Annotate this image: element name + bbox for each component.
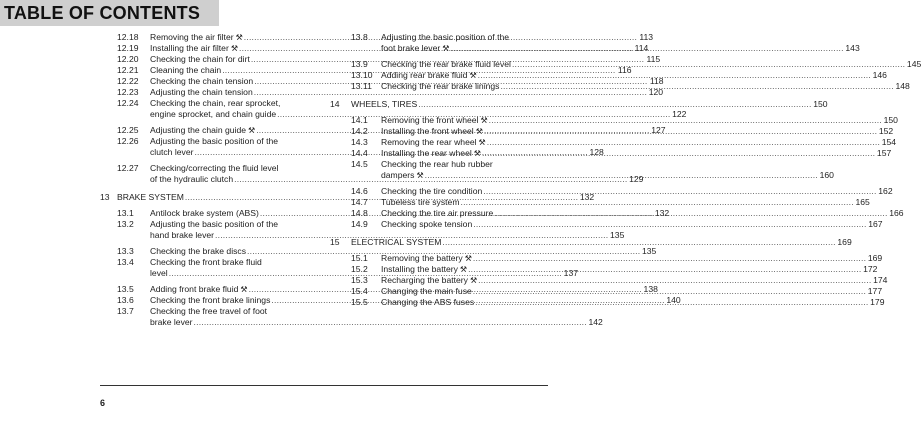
toc-entry-number: 14.3: [351, 137, 368, 147]
page-number: 6: [100, 398, 106, 408]
toc-entry-number: 15.1: [351, 253, 368, 263]
toc-entry-title: Changing the ABS fuses: [381, 297, 475, 307]
toc-entry-title: Installing the battery: [381, 264, 458, 274]
header-bar: [0, 0, 219, 26]
leader-dots: [418, 99, 811, 110]
toc-page-number: 169: [867, 253, 883, 263]
toc-entry-title: brake lever: [150, 317, 193, 327]
toc-entry-number: 14.4: [351, 148, 368, 158]
wrench-icon: ⚒: [230, 44, 238, 53]
toc-entry-title: Removing the battery: [381, 253, 463, 263]
leader-dots: [482, 148, 875, 159]
toc-entry-title: Checking the tire condition: [381, 186, 483, 196]
toc-entry-number: 13.2: [117, 219, 134, 229]
toc-page-number: 154: [881, 137, 897, 147]
toc-entry-title: Checking the rear brake linings: [381, 81, 500, 91]
toc-entry-title: Installing the rear wheel: [381, 148, 472, 158]
toc-entry-text: [381, 286, 882, 297]
toc-page-number: 135: [642, 246, 657, 256]
toc-page-number: 179: [870, 297, 885, 307]
toc-page-number: 129: [629, 174, 644, 184]
toc-entry-number: 12.18: [117, 32, 139, 42]
toc-entry[interactable]: [330, 137, 897, 148]
toc-entry-title: Cleaning the chain: [150, 65, 222, 75]
leader-dots: [475, 297, 868, 308]
toc-entry-title: Checking the chain tension: [150, 76, 254, 86]
toc-entry-number: 12.20: [117, 54, 139, 64]
toc-entry-number: 12.27: [117, 163, 139, 173]
toc-entry-title: Adding rear brake fluid: [381, 70, 468, 80]
toc-page-number: 166: [889, 208, 904, 218]
toc-entry-number: 13.5: [117, 284, 134, 294]
toc-entry-number: 12.25: [117, 125, 139, 135]
toc-entry-title: dampers: [381, 170, 415, 180]
toc-entry-text: [381, 137, 896, 148]
toc-entry-number: 12.21: [117, 65, 139, 75]
toc-entry-title: engine sprocket, and chain guide: [150, 109, 277, 119]
toc-entry-title: Checking the free travel of foot: [150, 306, 268, 316]
toc-page-number: 138: [643, 284, 658, 294]
toc-page-number: 165: [855, 197, 870, 207]
toc-page-number: 146: [872, 70, 887, 80]
toc-page-number: 127: [651, 125, 666, 135]
toc-entry-text: [381, 197, 870, 208]
toc-page-number: 113: [639, 32, 654, 42]
leader-dots: [442, 237, 835, 248]
toc-entry-text: [381, 32, 860, 54]
toc-entry[interactable]: [100, 306, 603, 328]
toc-page-number: 162: [878, 186, 893, 196]
toc-page-number: 128: [589, 147, 604, 157]
toc-page-number: 114: [634, 43, 649, 53]
wrench-icon: ⚒: [478, 138, 486, 147]
toc-page-number: 137: [563, 268, 579, 278]
toc-entry-number: 12.26: [117, 136, 139, 146]
toc-entry-text: [351, 99, 828, 110]
toc-page-number: 140: [666, 295, 681, 305]
leader-dots: [478, 70, 871, 81]
toc-entry[interactable]: [330, 219, 883, 230]
toc-entry-title: Checking the front brake linings: [150, 295, 271, 305]
toc-page-number: 132: [579, 192, 595, 202]
toc-entry-text: [381, 126, 893, 137]
toc-entry-title: Checking the rear hub rubber: [381, 159, 493, 169]
toc-page-number: 116: [617, 65, 632, 75]
leader-dots: [468, 264, 861, 275]
toc-entry-title: of the hydraulic clutch: [150, 174, 234, 184]
toc-entry-number: 14.9: [351, 219, 368, 229]
wrench-icon: ⚒: [475, 127, 483, 136]
wrench-icon: ⚒: [464, 254, 472, 263]
toc-page-number: 143: [845, 43, 860, 53]
wrench-icon: ⚒: [248, 126, 256, 135]
toc-entry-title: BRAKE SYSTEM: [117, 192, 184, 202]
toc-entry-title: Removing the front wheel: [381, 115, 479, 125]
toc-entry-number: 13.10: [351, 70, 373, 80]
toc-page-number: 167: [868, 219, 883, 229]
toc-entry[interactable]: [330, 275, 888, 286]
toc-entry-title: Checking the chain for dirt: [150, 54, 250, 64]
toc-entry-number: 14.1: [351, 115, 368, 125]
toc-entry-title: clutch lever: [150, 147, 194, 157]
toc-entry-title: Adjusting the basic position of the: [150, 136, 279, 146]
toc-entry-title: Checking spoke tension: [381, 219, 473, 229]
leader-dots: [450, 43, 843, 54]
toc-section[interactable]: [330, 237, 852, 248]
wrench-icon: ⚒: [442, 44, 450, 53]
leader-dots: [487, 137, 880, 148]
toc-entry-title: ELECTRICAL SYSTEM: [351, 237, 442, 247]
toc-entry-text: [381, 59, 921, 70]
toc-page-number: 120: [648, 87, 664, 97]
toc-entry-number: 15.2: [351, 264, 368, 274]
toc-entry-title: Adding front brake fluid: [150, 284, 239, 294]
wrench-icon: ⚒: [480, 116, 488, 125]
toc-entry[interactable]: [330, 253, 883, 264]
toc-page-number: 174: [873, 275, 888, 285]
toc-entry-title: Checking the chain, rear sprocket,: [150, 98, 281, 108]
wrench-icon: ⚒: [459, 265, 468, 274]
leader-dots: [512, 59, 905, 70]
toc-page-number: 172: [863, 264, 878, 274]
toc-entry-number: 15.4: [351, 286, 368, 296]
wrench-icon: ⚒: [469, 276, 478, 285]
toc-entry-text: [381, 186, 893, 197]
toc-page-number: 157: [876, 148, 892, 158]
toc-entry-text: [381, 115, 898, 126]
toc-entry-text: [381, 264, 877, 275]
toc-entry-title: Checking the rear brake fluid level: [381, 59, 511, 69]
toc-page-number: 118: [649, 76, 664, 86]
toc-entry-title: Installing the front wheel: [381, 126, 474, 136]
toc-entry-number: 14.2: [351, 126, 368, 136]
toc-entry-text: [381, 219, 883, 230]
toc-entry-title: Removing the air filter: [150, 32, 234, 42]
leader-dots: [460, 197, 853, 208]
toc-entry-number: 13.1: [117, 208, 134, 218]
toc-entry-title: WHEELS, TIRES: [351, 99, 418, 109]
toc-entry-number: 13: [100, 192, 110, 202]
leader-dots: [473, 286, 866, 297]
toc-entry-title: level: [150, 268, 168, 278]
toc-entry-number: 14: [330, 99, 340, 109]
toc-entry[interactable]: [330, 115, 898, 126]
toc-page-number: 177: [867, 286, 883, 296]
toc-entry-number: 13.11: [351, 81, 372, 91]
toc-entry-title: Installing the air filter: [150, 43, 229, 53]
toc-entry-title: Adjusting the basic position of the: [150, 219, 279, 229]
toc-entry-title: Adjusting the chain guide: [150, 125, 247, 135]
leader-dots: [194, 317, 587, 328]
toc-entry-number: 15.3: [351, 275, 368, 285]
toc-entry-title: Tubeless tire system: [381, 197, 460, 207]
wrench-icon: ⚒: [240, 285, 248, 294]
toc-entry[interactable]: [100, 246, 657, 257]
toc-page-number: 145: [906, 59, 921, 69]
wrench-icon: ⚒: [473, 149, 481, 158]
toc-entry-title: Recharging the battery: [381, 275, 468, 285]
toc-page-number: 160: [819, 170, 834, 180]
leader-dots: [473, 253, 866, 264]
toc-page-number: 148: [895, 81, 910, 91]
toc-entry-number: 15: [330, 237, 340, 247]
toc-entry-text: [150, 306, 603, 328]
toc-page-number: 169: [837, 237, 852, 247]
page-title: TABLE OF CONTENTS: [4, 3, 201, 23]
toc-entry-number: 15.5: [351, 297, 368, 307]
footer-divider: [100, 385, 548, 386]
toc-entry-text: [381, 159, 834, 181]
toc-entry-number: 13.4: [117, 257, 134, 267]
toc-entry-title: hand brake lever: [150, 230, 215, 240]
toc-entry-title: Removing the rear wheel: [381, 137, 477, 147]
toc-entry-number: 14.6: [351, 186, 368, 196]
toc-page-number: 142: [588, 317, 603, 327]
toc-entry-title: Adjusting the basic position of the: [381, 32, 510, 42]
toc-entry-number: 12.24: [117, 98, 139, 108]
toc-entry-title: Checking/correcting the fluid level: [150, 163, 279, 173]
toc-page-number: 150: [883, 115, 898, 125]
toc-entry-text: [381, 148, 891, 159]
toc-entry-number: 14.5: [351, 159, 368, 169]
wrench-icon: ⚒: [416, 171, 424, 180]
toc-entry-number: 12.23: [117, 87, 139, 97]
toc-entry-number: 13.8: [351, 32, 368, 42]
toc-entry-title: Changing the main fuse: [381, 286, 472, 296]
leader-dots: [425, 170, 818, 181]
toc-entry-number: 13.9: [351, 59, 368, 69]
toc-entry-number: 13.6: [117, 295, 134, 305]
toc-page-number: 122: [672, 109, 687, 119]
toc-entry-title: Antilock brake system (ABS): [150, 208, 259, 218]
toc-entry[interactable]: [100, 87, 664, 98]
leader-dots: [494, 208, 887, 219]
toc-entry-title: Checking the front brake fluid: [150, 257, 262, 267]
toc-entry-text: [381, 253, 882, 264]
wrench-icon: ⚒: [469, 71, 477, 80]
leader-dots: [473, 219, 866, 230]
toc-entry-text: [351, 237, 852, 248]
toc-page-number: 150: [813, 99, 828, 109]
toc-section[interactable]: [330, 99, 828, 110]
toc-page-number: 135: [610, 230, 625, 240]
toc-entry-number: 13.3: [117, 246, 134, 256]
toc-entry-number: 14.7: [351, 197, 368, 207]
leader-dots: [478, 275, 871, 286]
leader-dots: [484, 126, 877, 137]
toc-entry-title: Adjusting the chain tension: [150, 87, 253, 97]
toc-entry-text: [381, 275, 887, 286]
toc-entry-title: foot brake lever: [381, 43, 441, 53]
toc-entry-text: [381, 297, 885, 308]
toc-page-number: 115: [646, 54, 661, 64]
toc-entry-text: [381, 208, 904, 219]
toc-entry-text: [381, 70, 887, 81]
leader-dots: [483, 186, 876, 197]
toc-entry-number: 12.22: [117, 76, 139, 86]
toc-page-number: 152: [878, 126, 894, 136]
leader-dots: [489, 115, 882, 126]
toc-entry-title: Checking the brake discs: [150, 246, 247, 256]
wrench-icon: ⚒: [235, 33, 243, 42]
toc-page-number: 132: [654, 208, 670, 218]
leader-dots: [500, 81, 893, 92]
toc-entry-number: 14.8: [351, 208, 368, 218]
toc-entry-title: Checking the tire air pressure: [381, 208, 494, 218]
toc-entry-number: 12.19: [117, 43, 139, 53]
toc-entry-number: 13.7: [117, 306, 134, 316]
toc-entry-text: [381, 81, 910, 92]
